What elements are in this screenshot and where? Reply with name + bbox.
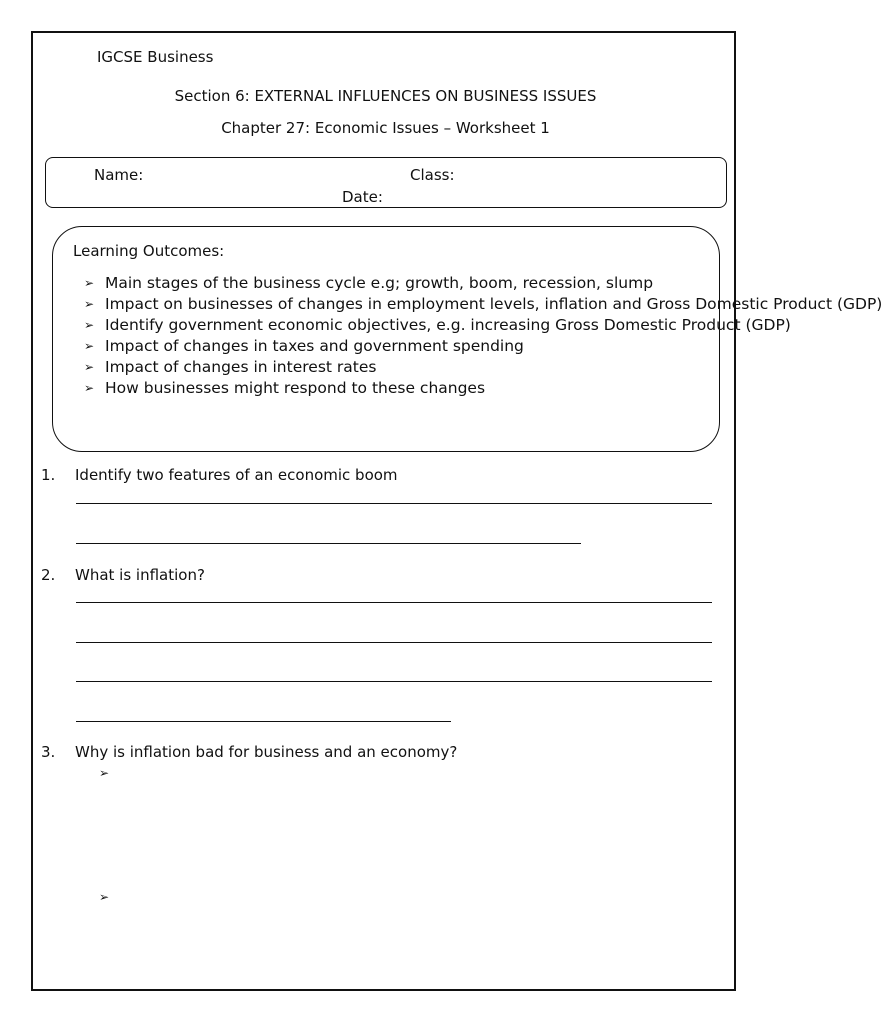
answer-line[interactable] — [76, 721, 451, 722]
question-2-text: What is inflation? — [75, 566, 205, 584]
name-label: Name: — [94, 166, 144, 184]
answer-line[interactable] — [76, 543, 581, 544]
question-1-number: 1. — [41, 466, 56, 484]
arrow-bullet-icon: ➢ — [99, 766, 110, 780]
arrow-bullet-icon: ➢ — [84, 360, 95, 374]
arrow-bullet-icon: ➢ — [84, 339, 95, 353]
outcome-item: ➢ Impact on businesses of changes in employment levels, inflation and Gross Domestic Product (GDP) — [84, 295, 882, 313]
answer-line[interactable] — [76, 642, 712, 643]
worksheet-page — [31, 31, 882, 991]
class-label: Class: — [410, 166, 455, 184]
arrow-bullet-icon: ➢ — [99, 890, 110, 904]
arrow-bullet-icon: ➢ — [84, 297, 95, 311]
question-3-text: Why is inflation bad for business and an economy? — [75, 743, 458, 761]
learning-outcomes-title: Learning Outcomes: — [73, 242, 225, 260]
outcome-item: ➢ Impact of changes in interest rates — [84, 358, 377, 376]
answer-line[interactable] — [76, 602, 712, 603]
arrow-bullet-icon: ➢ — [84, 276, 95, 290]
question-3-number: 3. — [41, 743, 56, 761]
date-label: Date: — [342, 188, 383, 206]
learning-outcomes-list — [81, 274, 882, 400]
subject-title: IGCSE Business — [97, 48, 214, 66]
answer-line[interactable] — [76, 503, 712, 504]
arrow-bullet-icon: ➢ — [84, 381, 95, 395]
outcome-item: ➢ Impact of changes in taxes and government spending — [84, 337, 524, 355]
arrow-bullet-icon: ➢ — [84, 318, 95, 332]
chapter-title: Chapter 27: Economic Issues – Worksheet 1 — [221, 119, 550, 137]
outcome-item: ➢ How businesses might respond to these changes — [84, 379, 486, 397]
question-2-number: 2. — [41, 566, 56, 584]
outcome-item: ➢ Main stages of the business cycle e.g; growth, boom, recession, slump — [84, 274, 654, 292]
question-1-text: Identify two features of an economic boom — [75, 466, 398, 484]
learning-outcomes-box — [52, 226, 882, 452]
answer-line[interactable] — [76, 681, 712, 682]
outcome-item: ➢ Identify government economic objectives, e.g. increasing Gross Domestic Product (GDP) — [84, 316, 791, 334]
student-details-box — [45, 157, 727, 208]
section-title: Section 6: EXTERNAL INFLUENCES ON BUSINESS ISSUES — [174, 87, 597, 105]
